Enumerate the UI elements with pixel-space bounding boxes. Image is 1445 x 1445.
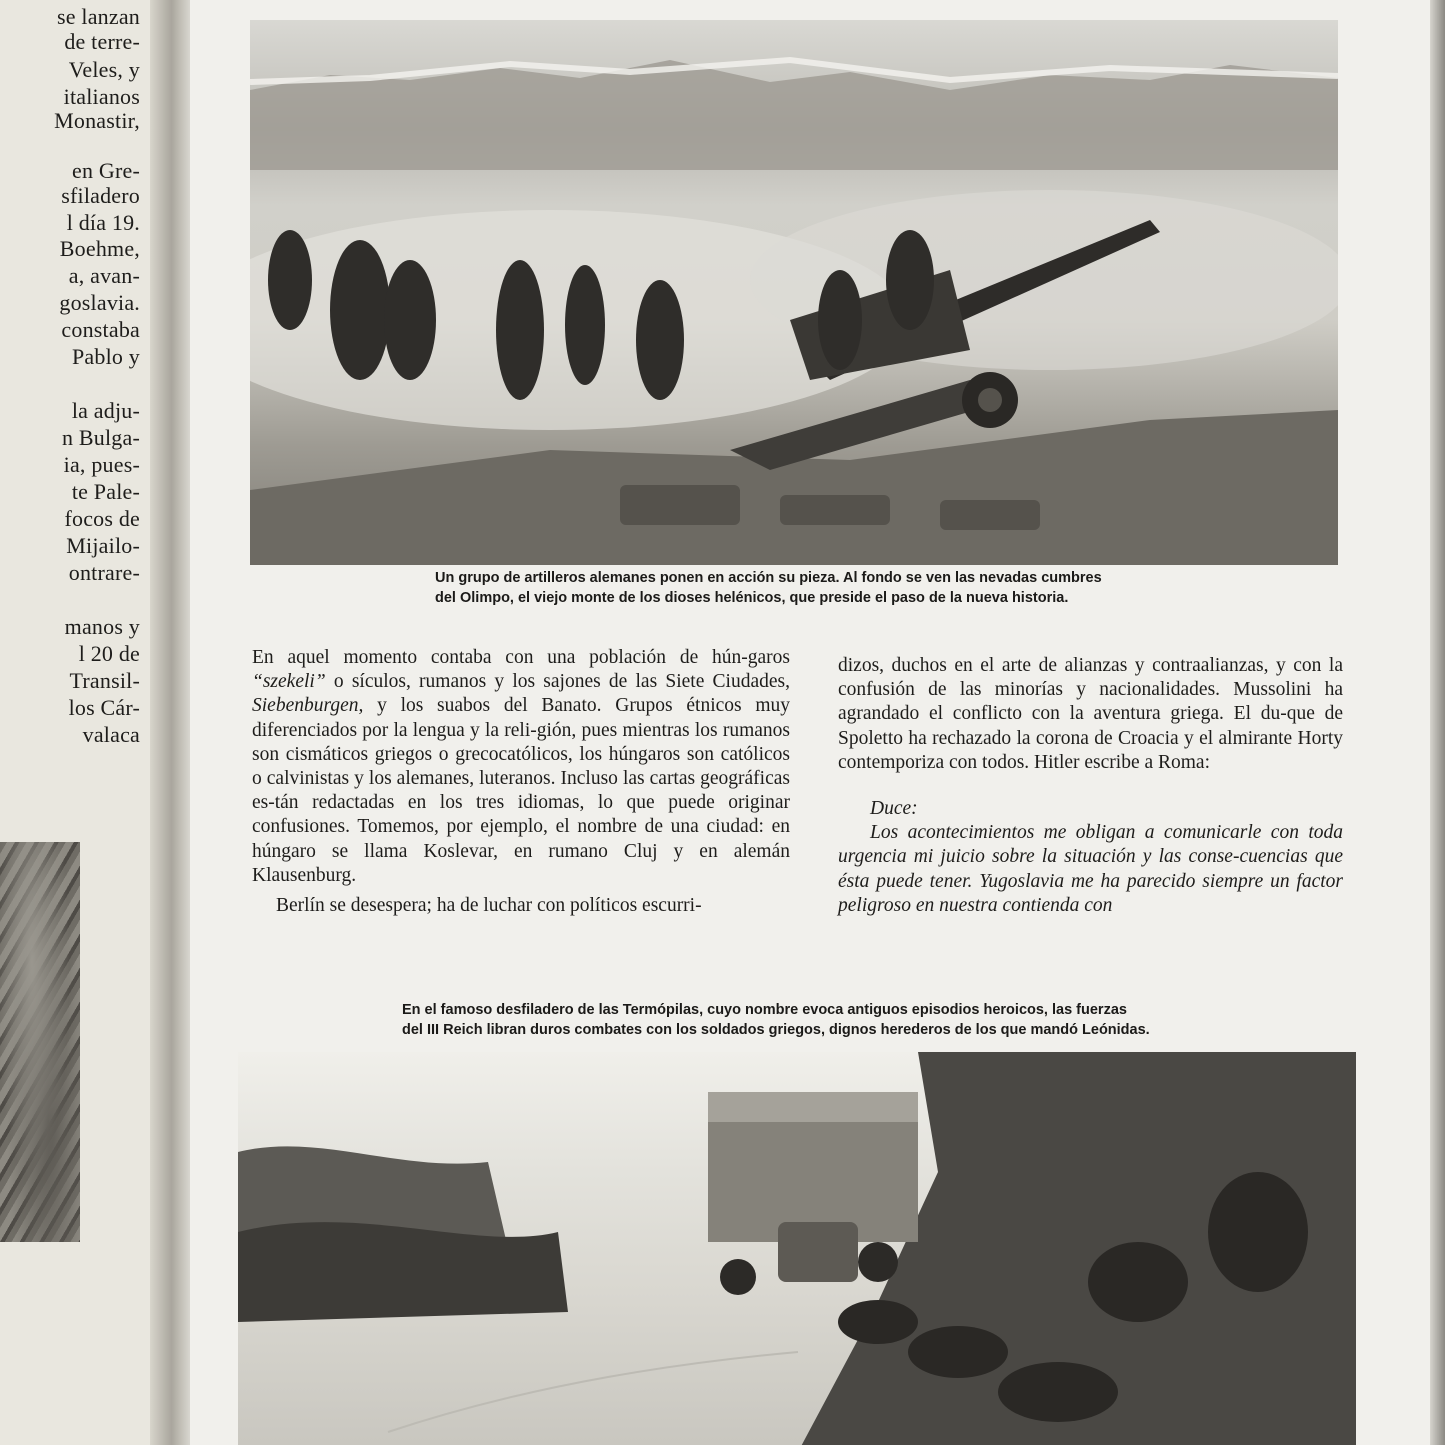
left-fragment: Monastir,	[54, 108, 140, 133]
left-fragment: valaca	[82, 722, 140, 747]
letter-salutation: Duce:	[870, 798, 918, 820]
page-edge-shadow	[1430, 0, 1445, 1445]
left-fragment: ia, pues-	[63, 452, 140, 477]
left-fragment: Pablo y	[71, 344, 140, 369]
left-fragment: sfiladero	[61, 183, 140, 208]
left-fragment: n Bulga-	[62, 425, 140, 450]
left-fragment: l 20 de	[78, 641, 140, 666]
left-fragment: Boehme,	[59, 236, 140, 261]
caption-line: En el famoso desfiladero de las Termópilas, cuyo nombre evoca antiguos episodios heroicos, las fuerzas	[402, 1002, 1127, 1018]
left-fragment: Transil-	[69, 668, 140, 693]
paragraph: Berlín se desespera; ha de luchar con políticos escurri-	[276, 895, 702, 917]
bottom-photo-caption	[402, 1000, 1150, 1040]
text-run: y los suabos del Banato. Grupos étnicos muy diferenciados por la lengua y la reli-gión, pues mientras los rumanos son cismáticos griegos o grecocatólicos, los húngaros son católicos o calvinistas y los alemanes, luteranos. Incluso las cartas geográficas es-tán redactadas en los tres idiomas, lo que puede originar confusiones. Tomemos, por ejemplo, el nombre de una ciudad: en húngaro se llama Koslevar, en rumano Cluj y en alemán Klausenburg.	[252, 695, 790, 886]
left-fragment: italianos	[63, 84, 140, 109]
left-fragment: focos de	[64, 506, 140, 531]
left-fragment: ontrare-	[68, 560, 140, 585]
left-fragment: Mijailo-	[66, 533, 140, 558]
thermopylae-photo	[238, 1052, 1356, 1445]
text-run: En aquel momento contaba con una población de hún-garos	[252, 647, 790, 668]
paragraph	[252, 646, 790, 888]
caption-line: del Olimpo, el viejo monte de los dioses helénicos, que preside el paso de la nueva historia.	[435, 590, 1069, 606]
italic-term: Siebenburgen,	[252, 695, 364, 717]
left-fragment: Veles, y	[68, 57, 140, 82]
left-fragment: l día 19.	[66, 210, 140, 235]
left-page	[0, 0, 172, 1445]
left-fragment: de terre-	[64, 29, 140, 54]
italic-term: “szekeli”	[252, 671, 326, 693]
left-fragment: manos y	[64, 614, 140, 639]
left-fragment: a, avan-	[68, 263, 140, 288]
left-page-photo	[0, 842, 80, 1242]
artillery-photo	[250, 20, 1338, 565]
top-photo-caption	[435, 568, 1102, 608]
left-fragment: constaba	[61, 317, 140, 342]
caption-line: Un grupo de artilleros alemanes ponen en acción su pieza. Al fondo se ven las nevadas cumbres	[435, 570, 1102, 586]
paragraph: dizos, duchos en el arte de alianzas y contraalianzas, y con la confusión de las minorías y nacionalidades. Mussolini ha agrandado el conflicto con la aventura griega. El du-que de Spoletto ha rechazado la corona de Croacia y el almirante Horty contemporiza con todos. Hitler escribe a Roma:	[838, 655, 1343, 773]
left-fragment: la adju-	[71, 398, 140, 423]
left-fragment: se lanzan	[56, 4, 140, 29]
caption-line: del III Reich libran duros combates con los soldados griegos, dignos herederos de los que mandó Leónidas.	[402, 1022, 1150, 1038]
left-fragment: los Cár-	[68, 695, 140, 720]
letter-body: Los acontecimientos me obligan a comunicarle con toda urgencia mi juicio sobre la situación y las conse-cuencias que ésta puede tener. Yugoslavia me ha parecido siempre un factor peligroso en nuestra contienda con	[838, 822, 1343, 916]
left-fragment: te Pale-	[71, 479, 140, 504]
artillery-photo-drawing	[250, 20, 1338, 565]
right-page	[190, 0, 1430, 1445]
thermopylae-photo-drawing	[238, 1052, 1356, 1445]
text-run: o sículos, rumanos y los sajones de las Siete Ciudades,	[325, 671, 790, 693]
left-fragment: en Gre-	[72, 158, 140, 183]
left-fragment: goslavia.	[59, 290, 140, 315]
body-column-left	[252, 646, 790, 918]
body-column-right	[838, 654, 1343, 918]
